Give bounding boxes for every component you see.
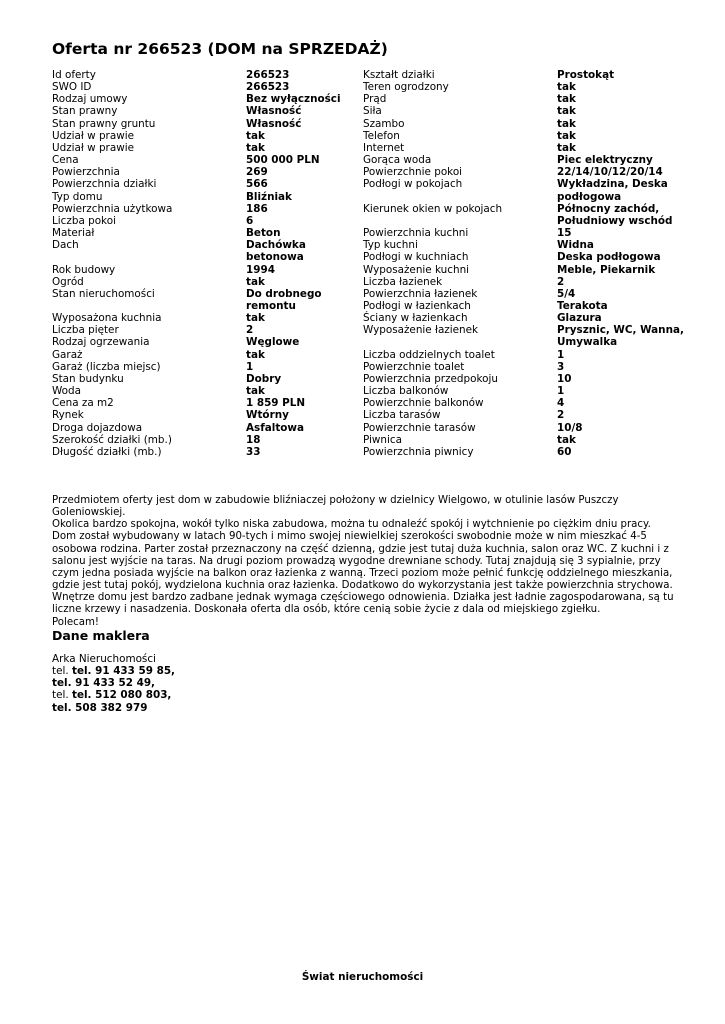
- detail-value: 266523: [246, 69, 290, 81]
- detail-label: Szerokość działki (mb.): [52, 433, 172, 446]
- detail-row: [52, 312, 364, 324]
- detail-value: tak: [557, 141, 576, 154]
- detail-value: Północny zachód, Południowy wschód: [557, 202, 673, 227]
- phone-prefix: tel.: [52, 689, 69, 702]
- detail-value: Widna: [557, 239, 594, 252]
- detail-row: [52, 203, 364, 215]
- detail-row: [52, 154, 364, 166]
- agent-phone-2: [52, 677, 175, 689]
- detail-value: Beton: [246, 227, 281, 240]
- detail-value: tak: [246, 385, 265, 398]
- detail-row: [52, 81, 364, 93]
- agent-phone: tel. 512 080 803,: [71, 689, 172, 702]
- detail-row: [52, 288, 364, 312]
- detail-row: [363, 178, 687, 202]
- detail-value: tak: [557, 81, 576, 94]
- detail-label: Powierzchnia łazienek: [363, 287, 478, 300]
- detail-row: [363, 324, 687, 348]
- detail-row: [363, 130, 687, 142]
- detail-value: tak: [246, 129, 265, 142]
- detail-value: 3: [557, 360, 565, 373]
- detail-value: 500 000 PLN: [246, 154, 320, 167]
- detail-row: [52, 118, 364, 130]
- detail-value: Prysznic, WC, Wanna, Umywalka: [557, 324, 684, 349]
- detail-label: Podłogi w kuchniach: [363, 251, 469, 264]
- detail-label: Powierzchnie tarasów: [363, 421, 476, 434]
- detail-label: Piwnica: [363, 433, 402, 446]
- footer-brand: Świat nieruchomości: [301, 971, 424, 983]
- detail-value: 1: [246, 360, 254, 373]
- detail-value: Własność: [246, 105, 302, 118]
- detail-label: Garaż: [52, 348, 83, 361]
- detail-value: 2: [246, 324, 254, 337]
- detail-label: Stan budynku: [52, 372, 124, 385]
- detail-label: Stan prawny gruntu: [52, 117, 156, 130]
- detail-value: 6: [246, 214, 254, 227]
- detail-row: [52, 93, 364, 105]
- page-title: Oferta nr 266523 (DOM na SPRZEDAŻ): [52, 40, 388, 58]
- detail-label: Materiał: [52, 227, 95, 240]
- detail-value: tak: [246, 312, 265, 325]
- detail-row: [52, 434, 364, 446]
- agent-phone-3: [52, 689, 175, 701]
- detail-value: Własność: [246, 117, 302, 130]
- detail-label: Teren ogrodzony: [363, 81, 449, 94]
- detail-label: Ściany w łazienkach: [363, 312, 468, 325]
- detail-label: Udział w prawie: [52, 129, 134, 142]
- detail-value: 4: [557, 397, 565, 410]
- detail-value: 186: [246, 202, 268, 215]
- detail-label: Garaż (liczba miejsc): [52, 360, 161, 373]
- detail-value: Prostokąt: [557, 69, 615, 81]
- detail-row: [363, 239, 687, 251]
- detail-value: 10: [557, 372, 572, 385]
- detail-value: 2: [557, 409, 565, 422]
- phone-prefix: tel.: [52, 665, 69, 678]
- detail-label: Gorąca woda: [363, 154, 432, 167]
- detail-value: tak: [246, 275, 265, 288]
- detail-row: [52, 227, 364, 239]
- detail-row: [52, 373, 364, 385]
- detail-label: Internet: [363, 141, 405, 154]
- detail-label: Liczba pięter: [52, 324, 119, 337]
- agent-details: [52, 653, 175, 714]
- agent-phone: tel. 508 382 979: [52, 701, 148, 714]
- detail-label: Powierzchnia kuchni: [363, 227, 469, 240]
- agent-phone: tel. 91 433 59 85,: [71, 665, 175, 678]
- detail-label: Podłogi w pokojach: [363, 178, 463, 191]
- detail-row: [52, 361, 364, 373]
- detail-value: tak: [557, 129, 576, 142]
- detail-row: [363, 276, 687, 288]
- detail-label: Rodzaj umowy: [52, 93, 128, 106]
- detail-row: [52, 178, 364, 190]
- detail-label: Liczba oddzielnych toalet: [363, 348, 495, 361]
- detail-label: Droga dojazdowa: [52, 421, 143, 434]
- detail-value: Dachówka betonowa: [246, 239, 306, 264]
- detail-row: [52, 397, 364, 409]
- detail-row: [52, 215, 364, 227]
- detail-label: Id oferty: [52, 69, 96, 81]
- detail-label: Wyposażona kuchnia: [52, 312, 162, 325]
- detail-label: Liczba pokoi: [52, 214, 116, 227]
- detail-label: Telefon: [363, 129, 400, 142]
- detail-label: Cena za m2: [52, 397, 114, 410]
- detail-row: [363, 105, 687, 117]
- detail-value: Glazura: [557, 312, 602, 325]
- detail-row: [363, 300, 687, 312]
- detail-label: Stan nieruchomości: [52, 287, 155, 300]
- detail-row: [363, 142, 687, 154]
- detail-value: 10/8: [557, 421, 583, 434]
- detail-row: [52, 409, 364, 421]
- detail-row: [52, 336, 364, 348]
- detail-value: Deska podłogowa: [557, 251, 661, 264]
- detail-row: [363, 397, 687, 409]
- detail-label: Cena: [52, 154, 79, 167]
- detail-row: [363, 93, 687, 105]
- detail-label: Prąd: [363, 93, 387, 106]
- detail-value: 566: [246, 178, 268, 191]
- agent-phone-1: [52, 665, 175, 677]
- detail-label: Udział w prawie: [52, 141, 134, 154]
- detail-value: 1: [557, 348, 565, 361]
- detail-value: 60: [557, 445, 572, 458]
- description-paragraph: Wnętrze domu jest bardzo zadbane jednak wymaga częściowego odnowienia. Działka jest ładnie zagospodarowana, są tu liczne krzewy i nasadzenia. Doskonała oferta dla osób, które cenią sobie życie z dala od miejskiego zgiełku.: [52, 592, 674, 616]
- detail-row: [52, 422, 364, 434]
- detail-value: Piec elektryczny: [557, 154, 653, 167]
- detail-label: Podłogi w łazienkach: [363, 299, 471, 312]
- detail-row: [363, 166, 687, 178]
- detail-label: Kierunek okien w pokojach: [363, 202, 503, 215]
- detail-value: Wykładzina, Deska podłogowa: [557, 178, 668, 203]
- detail-value: 22/14/10/12/20/14: [557, 166, 663, 179]
- detail-label: Rodzaj ogrzewania: [52, 336, 150, 349]
- detail-value: 269: [246, 166, 268, 179]
- detail-value: tak: [246, 348, 265, 361]
- detail-label: Wyposażenie łazienek: [363, 324, 479, 337]
- detail-value: Do drobnego remontu: [246, 287, 322, 312]
- detail-label: Liczba łazienek: [363, 275, 443, 288]
- detail-value: 1: [557, 385, 565, 398]
- detail-row: [363, 409, 687, 421]
- details-table-left: [52, 69, 364, 458]
- detail-value: Bez wyłączności: [246, 93, 341, 106]
- detail-row: [363, 312, 687, 324]
- detail-value: 266523: [246, 81, 290, 94]
- detail-row: [52, 276, 364, 288]
- detail-value: Asfaltowa: [246, 421, 305, 434]
- description-paragraph: Polecam!: [52, 616, 99, 628]
- detail-value: tak: [246, 141, 265, 154]
- detail-row: [363, 264, 687, 276]
- detail-label: Powierzchnia: [52, 166, 120, 179]
- detail-row: [52, 385, 364, 397]
- detail-row: [52, 166, 364, 178]
- detail-value: Węglowe: [246, 336, 300, 349]
- detail-row: [363, 373, 687, 385]
- detail-value: tak: [557, 105, 576, 118]
- detail-row: [363, 69, 687, 81]
- detail-label: Rynek: [52, 409, 84, 422]
- detail-label: Siła: [363, 105, 382, 118]
- detail-label: Powierzchnie pokoi: [363, 166, 463, 179]
- detail-value: 33: [246, 445, 261, 458]
- detail-label: Powierzchnia piwnicy: [363, 445, 474, 458]
- detail-label: Powierzchnia działki: [52, 178, 157, 191]
- detail-row: [363, 288, 687, 300]
- detail-label: Powierzchnia użytkowa: [52, 202, 173, 215]
- detail-label: Liczba balkonów: [363, 385, 449, 398]
- detail-row: [363, 361, 687, 373]
- description-paragraph: Przedmiotem oferty jest dom w zabudowie bliźniaczej położony w dzielnicy Wielgowo, w otulinie lasów Puszczy Goleniowskiej.: [52, 495, 619, 519]
- detail-value: Meble, Piekarnik: [557, 263, 656, 276]
- detail-value: tak: [557, 93, 576, 106]
- detail-label: Dach: [52, 239, 79, 252]
- agent-phone: tel. 91 433 52 49,: [52, 677, 156, 690]
- detail-row: [363, 251, 687, 263]
- detail-label: Kształt działki: [363, 69, 435, 81]
- detail-row: [363, 203, 687, 227]
- detail-label: Wyposażenie kuchni: [363, 263, 470, 276]
- detail-label: Powierzchnia przedpokoju: [363, 372, 498, 385]
- detail-label: Rok budowy: [52, 263, 116, 276]
- description-paragraph: Dom został wybudowany w latach 90-tych i mimo swojej niewielkiej szerokości swobodnie może w nim mieszkać 4-5 osobowa rodzina. Parter został przeznaczony na część dzienną, gdzie jest tutaj duża kuchnia, salon oraz WC. Z kuchni i z salonu jest wyjście na taras. Na drugi poziom prowadzą wygodne drewniane schody. Tutaj znajdują się 3 sypialnie, przy czym jedna posiada wyjście na balkon oraz łazienka z wanną. Trzeci poziom może pełnić funkcję oddzielnego mieszkania, gdzie jest tutaj pokój, wydzielona kuchnia oraz łazienka. Dodatkowo do wykorzystania jest także powierzchnia strychowa.: [52, 531, 673, 592]
- detail-value: tak: [557, 433, 576, 446]
- detail-row: [52, 191, 364, 203]
- detail-value: 1 859 PLN: [246, 397, 306, 410]
- detail-row: [363, 118, 687, 130]
- details-table-right: [363, 69, 687, 458]
- detail-value: 18: [246, 433, 261, 446]
- detail-row: [363, 446, 687, 458]
- detail-value: tak: [557, 117, 576, 130]
- detail-label: Długość działki (mb.): [52, 445, 162, 458]
- detail-value: Wtórny: [246, 409, 289, 422]
- detail-row: [52, 239, 364, 263]
- detail-row: [52, 105, 364, 117]
- agent-company: Arka Nieruchomości: [52, 653, 156, 665]
- detail-label: SWO ID: [52, 81, 92, 94]
- agent-phone-4: [52, 702, 175, 714]
- detail-label: Powierzchnie toalet: [363, 360, 465, 373]
- detail-label: Liczba tarasów: [363, 409, 441, 422]
- detail-value: Terakota: [557, 299, 608, 312]
- detail-label: Stan prawny: [52, 105, 118, 118]
- detail-row: [52, 142, 364, 154]
- detail-label: Powierzchnie balkonów: [363, 397, 484, 410]
- detail-row: [363, 349, 687, 361]
- detail-row: [52, 349, 364, 361]
- detail-value: 5/4: [557, 287, 576, 300]
- detail-row: [363, 81, 687, 93]
- detail-row: [363, 434, 687, 446]
- detail-row: [52, 69, 364, 81]
- detail-label: Typ kuchni: [363, 239, 418, 252]
- description-paragraph: Okolica bardzo spokojna, wokół tylko niska zabudowa, można tu odnaleźć spokój i wytchnienie po ciężkim dniu pracy.: [52, 519, 651, 531]
- detail-row: [52, 130, 364, 142]
- detail-label: Woda: [52, 385, 81, 398]
- detail-row: [363, 385, 687, 397]
- detail-row: [52, 264, 364, 276]
- detail-row: [52, 324, 364, 336]
- detail-value: 2: [557, 275, 565, 288]
- detail-row: [363, 227, 687, 239]
- detail-row: [363, 422, 687, 434]
- detail-value: 1994: [246, 263, 275, 276]
- detail-label: Typ domu: [52, 190, 103, 203]
- offer-description: [52, 495, 677, 629]
- detail-value: Dobry: [246, 372, 282, 385]
- detail-row: [52, 446, 364, 458]
- agent-heading: Dane maklera: [52, 628, 150, 643]
- detail-row: [363, 154, 687, 166]
- detail-value: 15: [557, 227, 572, 240]
- detail-label: Ogród: [52, 275, 84, 288]
- detail-value: Bliźniak: [246, 190, 292, 203]
- detail-label: Szambo: [363, 117, 405, 130]
